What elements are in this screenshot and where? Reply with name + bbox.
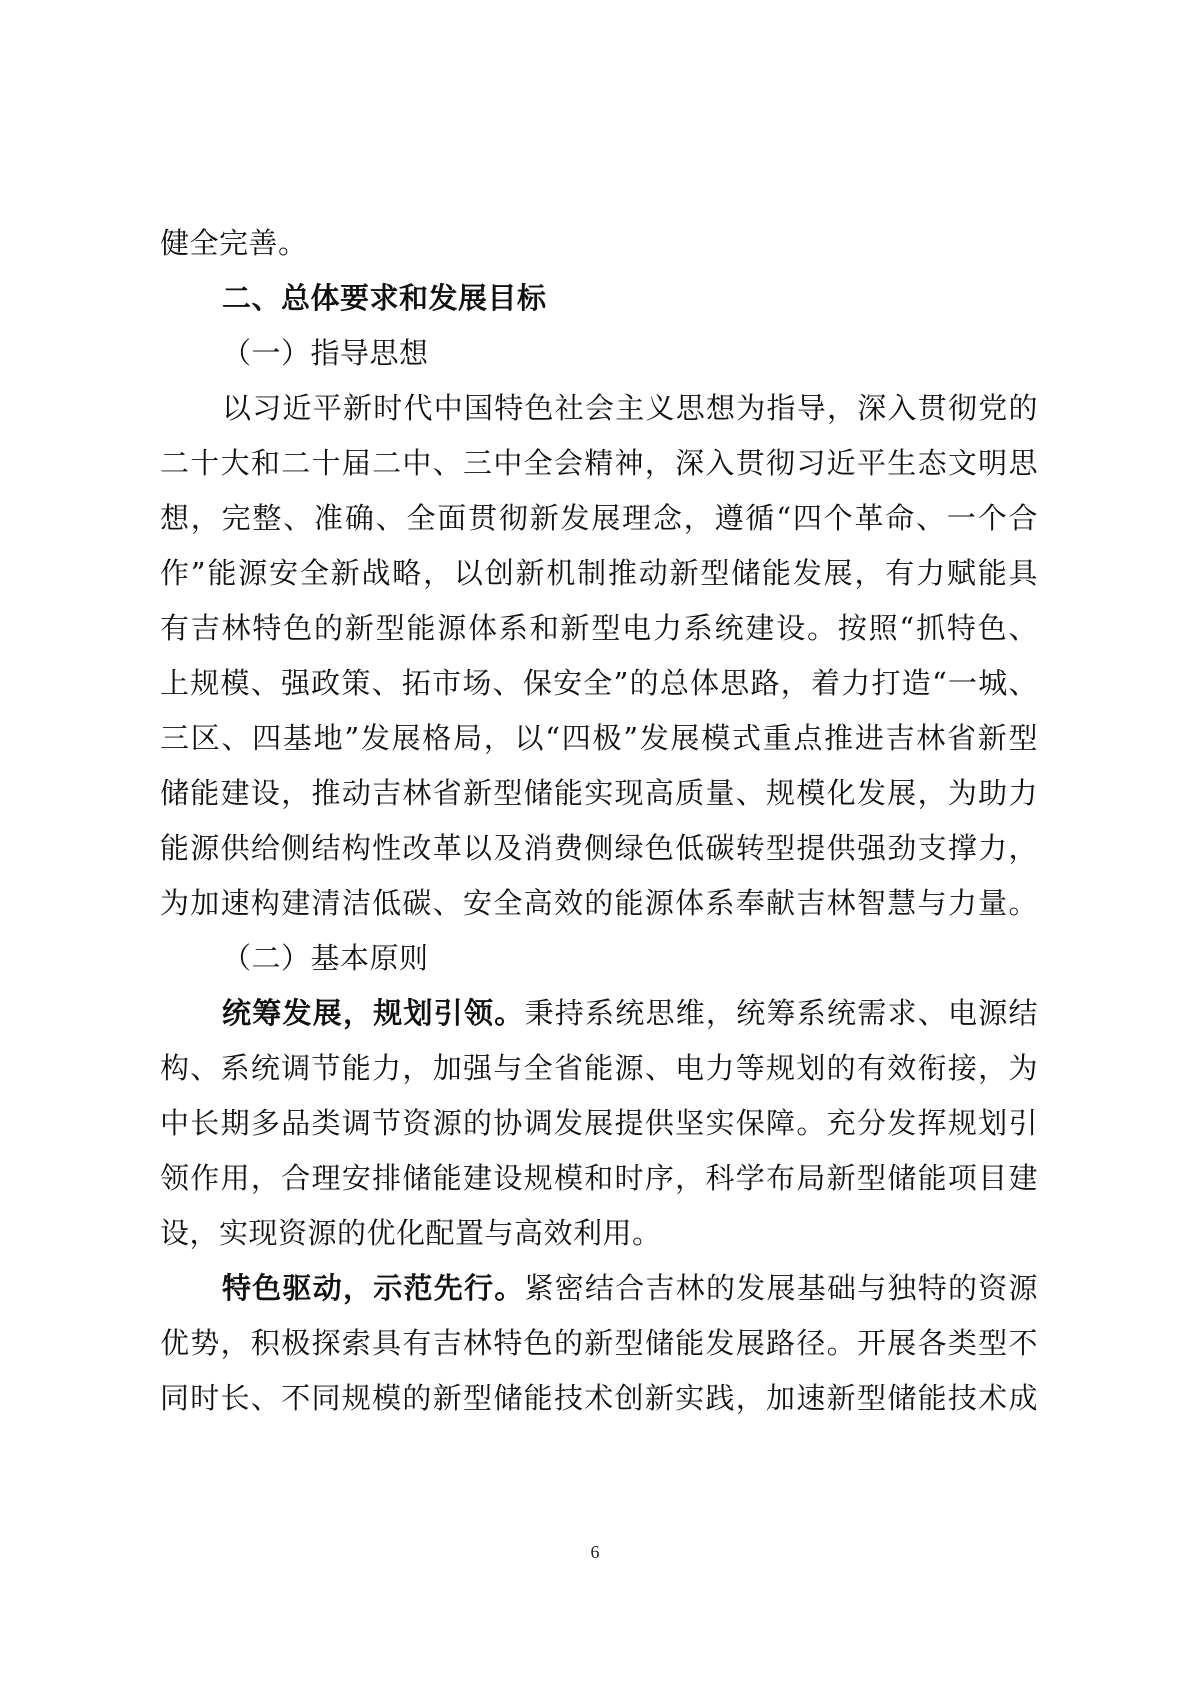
principle2-paragraph	[160, 1261, 1038, 1426]
paragraph-line	[160, 986, 1038, 1041]
paragraph-line: 同时长、不同规模的新型储能技术创新实践，加速新型储能技术成	[160, 1381, 1038, 1415]
continuation-line: 健全完善。	[160, 226, 308, 260]
principle1-title: 统筹发展，规划引领。	[222, 996, 525, 1030]
paragraph-line: 有吉林特色的新型能源体系和新型电力系统建设。按照“抓特色、	[160, 611, 1038, 645]
document-body	[160, 216, 1038, 1426]
paragraph-line: 构、系统调节能力，加强与全省能源、电力等规划的有效衔接，为	[160, 1051, 1038, 1085]
principle2-first-line: 紧密结合吉林的发展基础与独特的资源	[524, 1271, 1038, 1305]
paragraph-line: 优势，积极探索具有吉林特色的新型储能发展路径。开展各类型不	[160, 1326, 1038, 1360]
principle1-first-line: 秉持系统思维，统筹系统需求、电源结	[524, 996, 1038, 1030]
section1-heading: （一）指导思想	[222, 336, 429, 370]
paragraph-line: 上规模、强政策、拓市场、保安全”的总体思路，着力打造“一城、	[160, 666, 1038, 700]
paragraph-line: 想，完整、准确、全面贯彻新发展理念，遵循“四个革命、一个合	[160, 501, 1038, 535]
page-number: 6	[590, 1542, 600, 1562]
paragraph-line: 设，实现资源的优化配置与高效利用。	[160, 1216, 662, 1250]
paragraph-line: 储能建设，推动吉林省新型储能实现高质量、规模化发展，为助力	[160, 776, 1038, 810]
principle2-title: 特色驱动，示范先行。	[222, 1271, 525, 1305]
section1-paragraph	[160, 381, 1038, 931]
paragraph-line: 二十大和二十届二中、三中全会精神，深入贯彻习近平生态文明思	[160, 446, 1038, 480]
section2-heading: （二）基本原则	[222, 941, 429, 975]
paragraph-line: 为加速构建清洁低碳、安全高效的能源体系奉献吉林智慧与力量。	[160, 886, 1038, 920]
paragraph-line: 以习近平新时代中国特色社会主义思想为指导，深入贯彻党的	[222, 391, 1038, 425]
paragraph-line: 能源供给侧结构性改革以及消费侧绿色低碳转型提供强劲支撑力，	[160, 831, 1038, 865]
paragraph-line: 领作用，合理安排储能建设规模和时序，科学布局新型储能项目建	[160, 1161, 1038, 1195]
paragraph-line: 作”能源安全新战略，以创新机制推动新型储能发展，有力赋能具	[160, 556, 1038, 590]
paragraph-line: 三区、四基地”发展格局，以“四极”发展模式重点推进吉林省新型	[160, 721, 1038, 755]
principle1-paragraph	[160, 986, 1038, 1261]
paragraph-line: 中长期多品类调节资源的协调发展提供坚实保障。充分发挥规划引	[160, 1106, 1038, 1140]
paragraph-line	[160, 1261, 1038, 1316]
main-heading: 二、总体要求和发展目标	[222, 281, 547, 315]
